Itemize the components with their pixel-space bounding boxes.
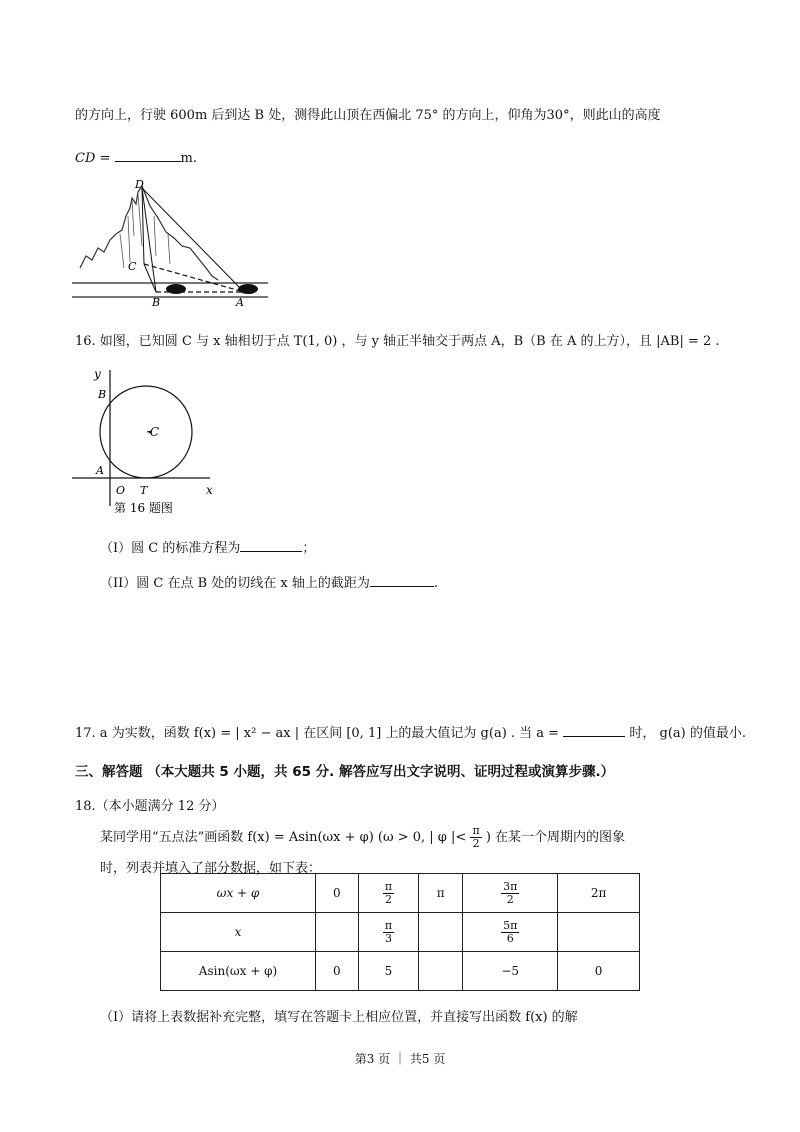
five-point-table	[160, 873, 640, 991]
q18-stem-line2: 时，列表并填入了部分数据，如下表：	[100, 861, 322, 876]
table-cell: 2π	[558, 874, 640, 913]
q16-part2-text: （II）圆 C 在点 B 处的切线在 x 轴上的截距为	[100, 576, 370, 591]
table-cell: 5	[358, 952, 418, 991]
segment-ca-dashed	[144, 264, 244, 292]
frac-num: π	[384, 918, 393, 932]
table-cell[interactable]	[316, 913, 359, 952]
label-t: T	[140, 484, 148, 497]
label-b: B	[152, 296, 161, 308]
table-cell: −5	[463, 952, 558, 991]
q16-part1-text: （I）圆 C 的标准方程为	[100, 541, 241, 556]
car-a-icon	[238, 284, 258, 294]
table-cell	[463, 913, 558, 952]
frac-den: 2	[506, 892, 514, 906]
q17-line	[75, 722, 746, 741]
frac-den: 6	[506, 931, 514, 945]
table-row	[161, 874, 640, 913]
table-row	[161, 913, 640, 952]
q17-text-after: 时， g(a) 的值最小.	[629, 726, 746, 741]
table-cell: π	[419, 874, 463, 913]
q18-label: 18.（本小题满分 12 分）	[75, 799, 225, 814]
q16-circle-figure	[70, 366, 230, 518]
q18-part1: （Ⅰ）请将上表数据补充完整，填写在答题卡上相应位置，并直接写出函数 f(x) 的解	[100, 1010, 578, 1025]
q18-stem-fraction	[470, 825, 481, 850]
car-b-icon	[166, 284, 186, 294]
table-cell[interactable]	[419, 952, 463, 991]
table-cell: 0	[316, 874, 359, 913]
label-c: ·C	[146, 425, 159, 439]
label-x: x	[206, 483, 213, 497]
label-b: B	[98, 388, 107, 401]
q16-stem: 16. 如图，已知圆 C 与 x 轴相切于点 T(1, 0) ，与 y 轴正半轴交于两点 A，B（B 在 A 的上方），且 |AB| = 2 .	[75, 334, 720, 349]
figure-caption: 第 16 题图	[114, 501, 173, 515]
q18-stem-part1: 某同学用“五点法”画函数 f(x) = Asin(ωx + φ) (ω > 0, | φ |<	[100, 830, 467, 845]
table-cell	[463, 874, 558, 913]
q16-part1	[100, 537, 315, 556]
q18-stem-part2: ) 在某一个周期内的图象	[485, 830, 626, 845]
table-row	[161, 952, 640, 991]
frac-den: 2	[472, 837, 480, 850]
table-header-cell: Asin(ωx + φ)	[161, 952, 316, 991]
q15-answer-prefix: CD =	[75, 151, 111, 166]
q16-part2-blank[interactable]	[370, 573, 434, 587]
frac-den: 3	[384, 931, 392, 945]
table-cell	[358, 874, 418, 913]
frac-den: 2	[384, 892, 392, 906]
q17-answer-blank[interactable]	[563, 723, 625, 737]
q16-part1-end: ；	[302, 541, 316, 556]
q15-answer-unit: m.	[180, 151, 198, 166]
label-y: y	[94, 367, 101, 381]
mountain-texture	[120, 194, 170, 268]
q16-part2-end: .	[433, 576, 439, 591]
table-cell: 0	[316, 952, 359, 991]
frac-num: 5π	[503, 918, 518, 932]
q18-stem-line1	[100, 825, 625, 850]
table-header-cell: ωx + φ	[161, 874, 316, 913]
table-cell[interactable]	[558, 913, 640, 952]
q16-part2	[100, 572, 438, 591]
table-cell	[358, 913, 418, 952]
label-o: O	[116, 484, 126, 497]
q16-part1-blank[interactable]	[240, 538, 302, 552]
label-d: D	[135, 178, 144, 191]
q15-mountain-figure	[72, 176, 272, 308]
q17-text-before: 17. a 为实数，函数 f(x) = | x² − ax | 在区间 [0, 1] 上的最大值记为 g(a) . 当 a =	[75, 726, 560, 741]
section3-heading: 三、解答题 （本大题共 5 小题，共 65 分. 解答应写出文字说明、证明过程或演算步骤.）	[75, 764, 615, 780]
label-a: A	[96, 464, 104, 477]
q15-answer-blank[interactable]	[115, 148, 181, 162]
q15-answer-line	[75, 148, 197, 166]
segment-da	[142, 188, 244, 292]
label-a: A	[236, 296, 244, 308]
table-cell: 0	[558, 952, 640, 991]
frac-num: 3π	[503, 879, 518, 893]
table-header-cell: x	[161, 913, 316, 952]
frac-num: π	[384, 879, 393, 893]
frac-num: π	[472, 824, 480, 837]
q15-text-line: 的方向上，行驶 600m 后到达 B 处，测得此山顶在西偏北 75° 的方向上，仰角为30°，则此山的高度	[75, 108, 661, 123]
page-footer: 第3 页 ｜ 共5 页	[354, 1052, 446, 1066]
label-c: C	[128, 260, 137, 273]
mountain-silhouette	[80, 186, 218, 280]
table-cell[interactable]	[419, 913, 463, 952]
